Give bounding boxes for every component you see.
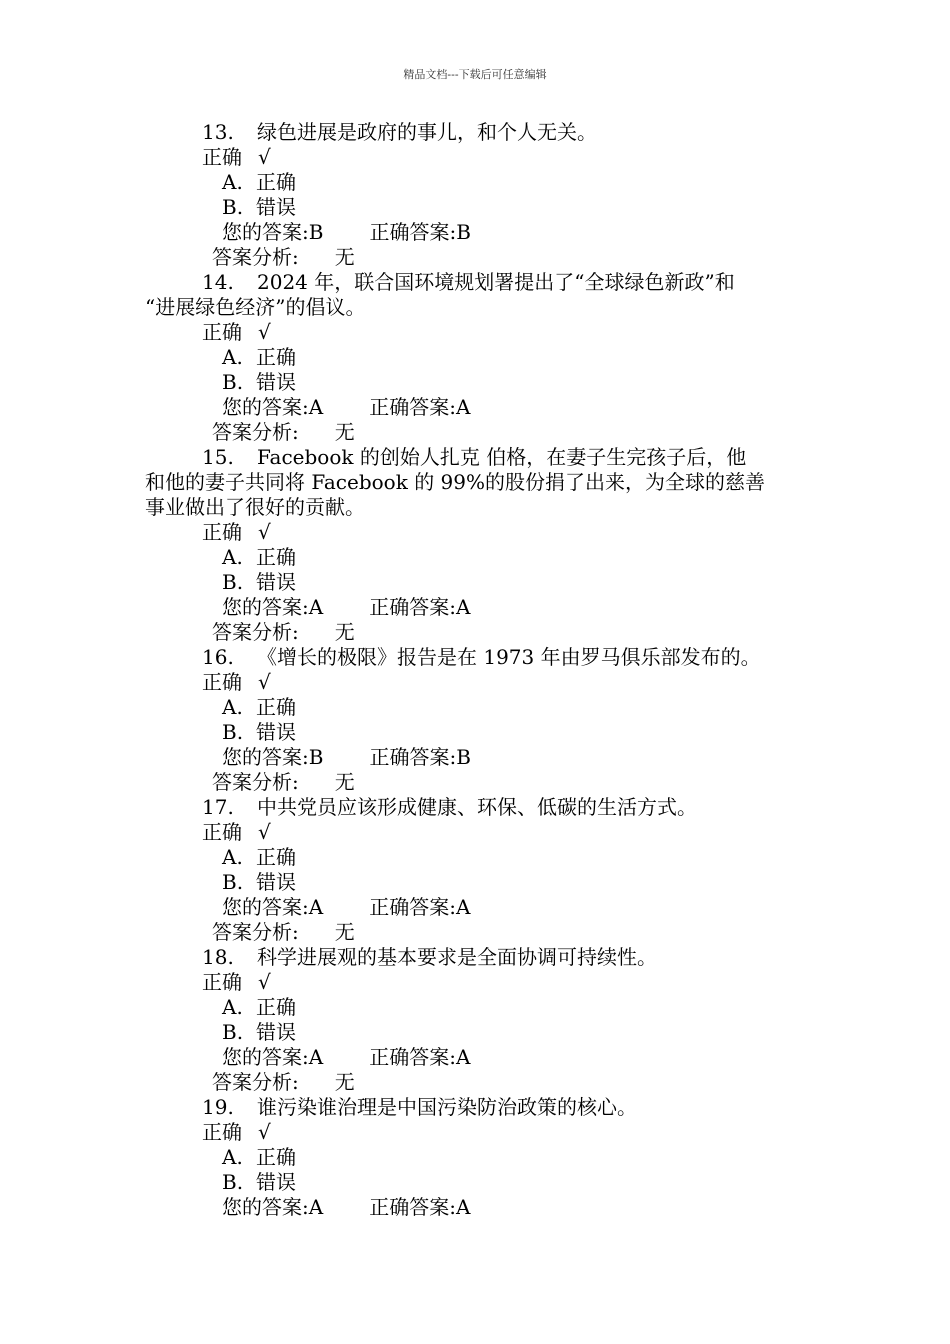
question-stem [0,120,950,145]
result-label: 正确 [202,520,242,544]
your-answer-label: 您的答案: [222,595,309,619]
answer-summary [0,595,950,620]
correct-answer-value: A [455,895,471,919]
analysis-label: 答案分析: [212,620,299,644]
analysis-value: 无 [334,245,355,269]
option-letter: B. [222,720,244,744]
option-letter: B. [222,570,244,594]
result-label: 正确 [202,670,242,694]
question-text-continued: 事业做出了很好的贡献。 [145,495,365,519]
question-block [0,270,950,445]
option-letter: A. [222,170,243,194]
option-letter: B. [222,195,244,219]
answer-option[interactable] [0,1145,950,1170]
question-block [0,795,950,945]
correct-answer-value: A [455,1045,471,1069]
option-text: 正确 [256,1145,296,1169]
question-block [0,945,950,1095]
check-mark-icon: √ [258,145,271,169]
correct-answer-label: 正确答案: [369,745,457,769]
answer-summary [0,395,950,420]
option-text: 错误 [256,1170,296,1194]
option-text: 错误 [256,195,296,219]
question-text: 《增长的极限》报告是在 1973 年由罗马俱乐部发布的。 [257,645,761,669]
analysis-label: 答案分析: [212,920,299,944]
question-text-continued: “进展绿色经济”的倡议。 [145,295,366,319]
correct-answer-value: B [456,220,471,244]
option-letter: B. [222,870,244,894]
option-letter: A. [222,845,243,869]
question-number: 13. [202,120,234,144]
question-text: Facebook 的创始人扎克 伯格，在妻子生完孩子后，他 [257,445,747,469]
answer-analysis [0,770,950,795]
result-status [0,520,950,545]
answer-analysis [0,620,950,645]
correct-answer-value: A [455,1195,471,1219]
answer-analysis [0,245,950,270]
your-answer-label: 您的答案: [222,220,309,244]
check-mark-icon: √ [258,820,271,844]
question-text: 谁污染谁治理是中国污染防治政策的核心。 [257,1095,637,1119]
answer-option[interactable] [0,170,950,195]
analysis-label: 答案分析: [212,770,299,794]
answer-option[interactable] [0,370,950,395]
option-letter: A. [222,345,243,369]
your-answer-label: 您的答案: [222,745,309,769]
question-number: 15. [202,445,234,469]
question-text: 中共党员应该形成健康、环保、低碳的生活方式。 [257,795,697,819]
question-stem [0,445,950,470]
result-label: 正确 [202,145,242,169]
result-status [0,670,950,695]
check-mark-icon: √ [258,520,271,544]
answer-option[interactable] [0,570,950,595]
question-number: 19. [202,1095,234,1119]
option-letter: A. [222,1145,243,1169]
question-block [0,445,950,645]
page-header: 精品文档---下载后可任意编辑 [403,68,547,81]
answer-analysis [0,1070,950,1095]
correct-answer-label: 正确答案: [369,595,456,619]
result-status [0,970,950,995]
your-answer-label: 您的答案: [222,395,309,419]
analysis-value: 无 [334,420,355,444]
question-stem [0,795,950,820]
answer-option[interactable] [0,1170,950,1195]
question-text: 2024 年，联合国环境规划署提出了“全球绿色新政”和 [257,270,735,294]
question-number: 14. [202,270,234,294]
answer-option[interactable] [0,995,950,1020]
option-letter: B. [222,370,244,394]
answer-option[interactable] [0,545,950,570]
your-answer-label: 您的答案: [222,1195,309,1219]
correct-answer-label: 正确答案: [369,895,456,919]
answer-summary [0,745,950,770]
result-status [0,1120,950,1145]
answer-option[interactable] [0,1020,950,1045]
answer-option[interactable] [0,720,950,745]
analysis-label: 答案分析: [212,1070,299,1094]
option-text: 错误 [256,1020,296,1044]
option-letter: A. [222,995,243,1019]
answer-summary [0,220,950,245]
question-block [0,120,950,270]
analysis-value: 无 [334,770,355,794]
correct-answer-value: B [456,745,471,769]
analysis-value: 无 [334,920,355,944]
answer-analysis [0,420,950,445]
option-text: 正确 [256,845,296,869]
option-letter: A. [222,545,243,569]
correct-answer-label: 正确答案: [369,1045,456,1069]
option-letter: A. [222,695,243,719]
answer-option[interactable] [0,870,950,895]
your-answer-label: 您的答案: [222,1045,309,1069]
your-answer-value: B [308,745,324,769]
your-answer-value: B [308,220,324,244]
answer-option[interactable] [0,345,950,370]
answer-analysis [0,920,950,945]
answer-summary [0,1195,950,1220]
answer-option[interactable] [0,695,950,720]
question-text-continued: 和他的妻子共同将 Facebook 的 99%的股份捐了出来，为全球的慈善 [145,470,766,494]
option-text: 错误 [256,870,296,894]
option-text: 错误 [256,570,296,594]
answer-option[interactable] [0,195,950,220]
option-letter: B. [222,1170,244,1194]
question-stem [0,1095,950,1120]
check-mark-icon: √ [258,970,271,994]
option-text: 错误 [256,370,296,394]
question-stem [0,645,950,670]
result-status [0,320,950,345]
correct-answer-label: 正确答案: [369,220,457,244]
your-answer-value: A [308,1045,324,1069]
answer-option[interactable] [0,845,950,870]
option-text: 正确 [256,170,296,194]
option-letter: B. [222,1020,244,1044]
question-list [0,120,950,1220]
your-answer-value: A [308,1195,324,1219]
result-status [0,145,950,170]
correct-answer-value: A [455,395,471,419]
analysis-label: 答案分析: [212,245,299,269]
option-text: 正确 [256,345,296,369]
question-block [0,645,950,795]
analysis-value: 无 [334,1070,355,1094]
result-label: 正确 [202,820,242,844]
result-status [0,820,950,845]
option-text: 正确 [256,695,296,719]
option-text: 正确 [256,545,296,569]
your-answer-label: 您的答案: [222,895,309,919]
result-label: 正确 [202,970,242,994]
option-text: 错误 [256,720,296,744]
analysis-value: 无 [334,620,355,644]
correct-answer-label: 正确答案: [369,1195,456,1219]
question-number: 17. [202,795,234,819]
correct-answer-value: A [455,595,471,619]
check-mark-icon: √ [258,320,271,344]
check-mark-icon: √ [258,670,271,694]
question-text: 绿色进展是政府的事儿，和个人无关。 [257,120,597,144]
result-label: 正确 [202,1120,242,1144]
your-answer-value: A [308,395,324,419]
question-number: 18. [202,945,234,969]
answer-summary [0,895,950,920]
check-mark-icon: √ [258,1120,271,1144]
question-number: 16. [202,645,234,669]
option-text: 正确 [256,995,296,1019]
your-answer-value: A [308,595,324,619]
question-block [0,1095,950,1220]
result-label: 正确 [202,320,242,344]
question-stem [0,270,950,295]
correct-answer-label: 正确答案: [369,395,456,419]
question-text: 科学进展观的基本要求是全面协调可持续性。 [257,945,657,969]
question-stem [0,945,950,970]
answer-summary [0,1045,950,1070]
analysis-label: 答案分析: [212,420,299,444]
your-answer-value: A [308,895,324,919]
